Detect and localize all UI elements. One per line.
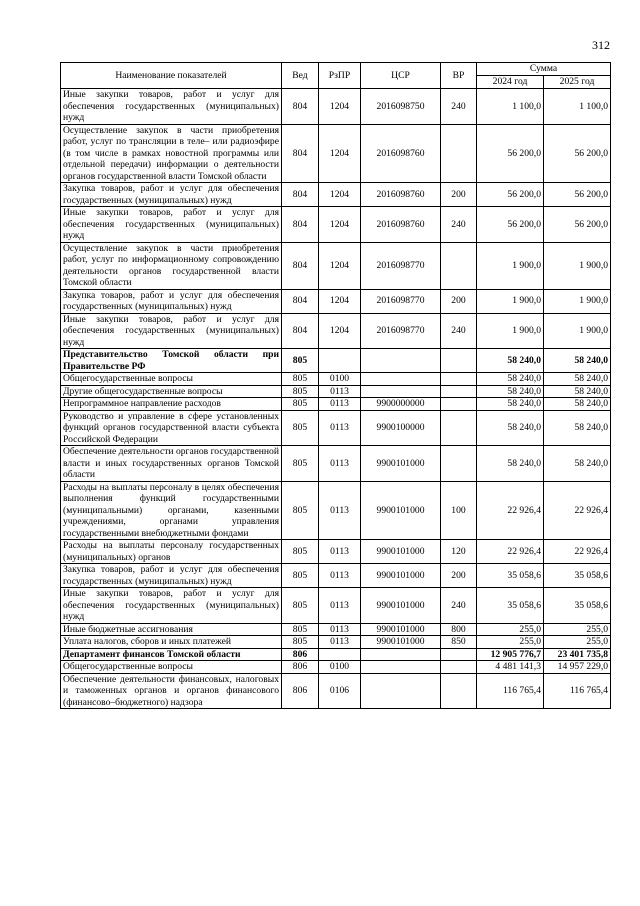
row-rzpr: 1204 xyxy=(319,289,361,313)
header-csr: ЦСР xyxy=(361,63,441,89)
row-vr xyxy=(441,373,477,386)
row-csr: 2016098770 xyxy=(361,313,441,349)
row-sum-2024: 58 240,0 xyxy=(477,385,544,398)
row-sum-2025: 35 058,6 xyxy=(544,588,611,624)
table-row xyxy=(61,636,611,649)
row-ved: 804 xyxy=(282,89,319,125)
row-name: Иные закупки товаров, работ и услуг для обеспечения государственных (муниципальных) нужд xyxy=(61,588,282,624)
table-row xyxy=(61,183,611,207)
table-row xyxy=(61,648,611,661)
row-csr: 9900101000 xyxy=(361,564,441,588)
row-sum-2024: 255,0 xyxy=(477,636,544,649)
row-ved: 805 xyxy=(282,564,319,588)
row-csr: 9900101000 xyxy=(361,636,441,649)
row-rzpr: 1204 xyxy=(319,242,361,289)
row-vr: 240 xyxy=(441,313,477,349)
table-row xyxy=(61,588,611,624)
row-sum-2024: 35 058,6 xyxy=(477,588,544,624)
row-csr: 9900000000 xyxy=(361,398,441,411)
table-row xyxy=(61,124,611,183)
row-csr: 9900101000 xyxy=(361,540,441,564)
table-row xyxy=(61,289,611,313)
row-name: Общегосударственные вопросы xyxy=(61,373,282,386)
row-name: Общегосударственные вопросы xyxy=(61,661,282,674)
row-sum-2025: 1 900,0 xyxy=(544,313,611,349)
table-row xyxy=(61,410,611,446)
table-row xyxy=(61,313,611,349)
row-vr xyxy=(441,398,477,411)
row-sum-2025: 22 926,4 xyxy=(544,540,611,564)
table-row xyxy=(61,373,611,386)
table-row xyxy=(61,446,611,482)
row-ved: 804 xyxy=(282,313,319,349)
row-rzpr: 0113 xyxy=(319,481,361,540)
row-ved: 804 xyxy=(282,183,319,207)
row-sum-2025: 116 765,4 xyxy=(544,673,611,709)
table-row xyxy=(61,623,611,636)
row-name: Иные закупки товаров, работ и услуг для обеспечения государственных (муниципальных) нужд xyxy=(61,207,282,243)
row-sum-2025: 1 100,0 xyxy=(544,89,611,125)
row-ved: 805 xyxy=(282,446,319,482)
row-sum-2025: 58 240,0 xyxy=(544,349,611,373)
row-sum-2024: 56 200,0 xyxy=(477,207,544,243)
row-sum-2024: 35 058,6 xyxy=(477,564,544,588)
row-rzpr: 0113 xyxy=(319,446,361,482)
row-name: Обеспечение деятельности финансовых, налоговых и таможенных органов и органов финансового (финансово–бюджетного) надзора xyxy=(61,673,282,709)
row-rzpr xyxy=(319,648,361,661)
row-vr: 240 xyxy=(441,89,477,125)
row-sum-2024: 58 240,0 xyxy=(477,410,544,446)
budget-table xyxy=(60,62,611,709)
table-row xyxy=(61,207,611,243)
row-csr xyxy=(361,648,441,661)
table-row xyxy=(61,673,611,709)
row-ved: 806 xyxy=(282,673,319,709)
row-rzpr: 0113 xyxy=(319,623,361,636)
row-name: Осуществление закупок в части приобретения работ, услуг по трансляции в теле– или радиоэфире (в том числе в рамках новостной программы или отдельной передачи) информации о деятельности органов государственной власти Томской области xyxy=(61,124,282,183)
row-vr xyxy=(441,410,477,446)
row-sum-2024: 1 900,0 xyxy=(477,242,544,289)
row-rzpr: 0113 xyxy=(319,385,361,398)
row-name: Руководство и управление в сфере установленных функций органов государственной власти субъекта Российской Федерации xyxy=(61,410,282,446)
row-vr: 100 xyxy=(441,481,477,540)
row-name: Представительство Томской области при Правительстве РФ xyxy=(61,349,282,373)
row-vr xyxy=(441,349,477,373)
row-ved: 805 xyxy=(282,373,319,386)
row-ved: 805 xyxy=(282,398,319,411)
row-sum-2025: 1 900,0 xyxy=(544,289,611,313)
row-csr xyxy=(361,661,441,674)
row-rzpr: 0100 xyxy=(319,373,361,386)
table-row xyxy=(61,540,611,564)
table-row xyxy=(61,661,611,674)
row-sum-2024: 4 481 141,3 xyxy=(477,661,544,674)
row-csr: 2016098760 xyxy=(361,183,441,207)
row-csr: 9900101000 xyxy=(361,623,441,636)
row-sum-2025: 1 900,0 xyxy=(544,242,611,289)
row-vr xyxy=(441,661,477,674)
row-ved: 805 xyxy=(282,636,319,649)
row-sum-2025: 56 200,0 xyxy=(544,183,611,207)
row-sum-2024: 1 100,0 xyxy=(477,89,544,125)
row-vr: 800 xyxy=(441,623,477,636)
row-sum-2025: 58 240,0 xyxy=(544,446,611,482)
row-sum-2025: 22 926,4 xyxy=(544,481,611,540)
row-name: Уплата налогов, сборов и иных платежей xyxy=(61,636,282,649)
table-row xyxy=(61,564,611,588)
row-rzpr: 0113 xyxy=(319,564,361,588)
row-sum-2025: 56 200,0 xyxy=(544,124,611,183)
header-year-2024: 2024 год xyxy=(477,76,544,89)
row-name: Обеспечение деятельности органов государственной власти и иных государственных органов Томской области xyxy=(61,446,282,482)
row-vr: 850 xyxy=(441,636,477,649)
row-csr: 2016098760 xyxy=(361,207,441,243)
row-csr xyxy=(361,373,441,386)
row-sum-2024: 56 200,0 xyxy=(477,124,544,183)
row-ved: 805 xyxy=(282,385,319,398)
row-rzpr: 1204 xyxy=(319,313,361,349)
header-ved: Вед xyxy=(282,63,319,89)
row-vr: 200 xyxy=(441,183,477,207)
row-csr: 9900101000 xyxy=(361,481,441,540)
row-rzpr: 0113 xyxy=(319,410,361,446)
row-vr xyxy=(441,124,477,183)
header-rzpr: РзПР xyxy=(319,63,361,89)
row-rzpr: 1204 xyxy=(319,183,361,207)
row-csr: 9900100000 xyxy=(361,410,441,446)
row-csr xyxy=(361,385,441,398)
row-rzpr: 1204 xyxy=(319,89,361,125)
row-ved: 805 xyxy=(282,349,319,373)
table-row xyxy=(61,385,611,398)
row-sum-2025: 58 240,0 xyxy=(544,398,611,411)
row-sum-2025: 58 240,0 xyxy=(544,385,611,398)
table-row xyxy=(61,481,611,540)
row-ved: 805 xyxy=(282,410,319,446)
row-vr: 200 xyxy=(441,289,477,313)
table-row xyxy=(61,349,611,373)
table-row xyxy=(61,398,611,411)
row-csr: 9900101000 xyxy=(361,446,441,482)
row-sum-2024: 12 905 776,7 xyxy=(477,648,544,661)
row-ved: 805 xyxy=(282,540,319,564)
row-sum-2025: 35 058,6 xyxy=(544,564,611,588)
row-vr xyxy=(441,673,477,709)
row-sum-2024: 1 900,0 xyxy=(477,289,544,313)
row-csr xyxy=(361,349,441,373)
table-row xyxy=(61,242,611,289)
row-csr: 2016098770 xyxy=(361,289,441,313)
row-rzpr: 0113 xyxy=(319,588,361,624)
row-name: Иные бюджетные ассигнования xyxy=(61,623,282,636)
row-ved: 804 xyxy=(282,289,319,313)
row-name: Закупка товаров, работ и услуг для обеспечения государственных (муниципальных) нужд xyxy=(61,564,282,588)
row-vr xyxy=(441,242,477,289)
row-ved: 805 xyxy=(282,481,319,540)
row-csr xyxy=(361,673,441,709)
row-rzpr: 0100 xyxy=(319,661,361,674)
row-vr: 240 xyxy=(441,207,477,243)
row-sum-2024: 22 926,4 xyxy=(477,540,544,564)
row-ved: 806 xyxy=(282,661,319,674)
row-rzpr: 0113 xyxy=(319,636,361,649)
header-row xyxy=(61,63,611,76)
table-row xyxy=(61,89,611,125)
row-name: Закупка товаров, работ и услуг для обеспечения государственных (муниципальных) нужд xyxy=(61,289,282,313)
row-sum-2024: 58 240,0 xyxy=(477,398,544,411)
row-name: Иные закупки товаров, работ и услуг для обеспечения государственных (муниципальных) нужд xyxy=(61,313,282,349)
row-sum-2024: 1 900,0 xyxy=(477,313,544,349)
table-body xyxy=(61,89,611,709)
row-name: Расходы на выплаты персоналу в целях обеспечения выполнения функций государственными (муниципальными) органами, казенными учреждениями, органами управления государственными внебюджетными фондами xyxy=(61,481,282,540)
row-sum-2024: 56 200,0 xyxy=(477,183,544,207)
row-csr: 2016098750 xyxy=(361,89,441,125)
row-sum-2025: 56 200,0 xyxy=(544,207,611,243)
row-ved: 804 xyxy=(282,207,319,243)
header-sum: Сумма xyxy=(477,63,611,76)
row-sum-2025: 58 240,0 xyxy=(544,373,611,386)
row-ved: 804 xyxy=(282,124,319,183)
header-year-2025: 2025 год xyxy=(544,76,611,89)
row-sum-2024: 58 240,0 xyxy=(477,446,544,482)
header-name: Наименование показателей xyxy=(61,63,282,89)
row-sum-2025: 255,0 xyxy=(544,623,611,636)
row-ved: 804 xyxy=(282,242,319,289)
page-number: 312 xyxy=(592,38,610,52)
row-sum-2024: 58 240,0 xyxy=(477,349,544,373)
row-rzpr: 0113 xyxy=(319,398,361,411)
row-name: Осуществление закупок в части приобретения работ, услуг по информационному сопровождению деятельности органов государственной власти Томской области xyxy=(61,242,282,289)
row-vr: 200 xyxy=(441,564,477,588)
row-sum-2024: 255,0 xyxy=(477,623,544,636)
row-vr: 240 xyxy=(441,588,477,624)
row-csr: 2016098760 xyxy=(361,124,441,183)
row-vr xyxy=(441,446,477,482)
row-csr: 9900101000 xyxy=(361,588,441,624)
row-csr: 2016098770 xyxy=(361,242,441,289)
row-sum-2024: 116 765,4 xyxy=(477,673,544,709)
row-name: Департамент финансов Томской области xyxy=(61,648,282,661)
row-ved: 806 xyxy=(282,648,319,661)
row-name: Иные закупки товаров, работ и услуг для обеспечения государственных (муниципальных) нужд xyxy=(61,89,282,125)
row-rzpr: 1204 xyxy=(319,207,361,243)
row-sum-2025: 23 401 735,8 xyxy=(544,648,611,661)
row-name: Непрограммное направление расходов xyxy=(61,398,282,411)
row-sum-2024: 58 240,0 xyxy=(477,373,544,386)
row-vr: 120 xyxy=(441,540,477,564)
header-vr: ВР xyxy=(441,63,477,89)
row-vr xyxy=(441,648,477,661)
row-ved: 805 xyxy=(282,588,319,624)
row-rzpr: 1204 xyxy=(319,124,361,183)
row-sum-2024: 22 926,4 xyxy=(477,481,544,540)
row-rzpr xyxy=(319,349,361,373)
row-name: Закупка товаров, работ и услуг для обеспечения государственных (муниципальных) нужд xyxy=(61,183,282,207)
row-sum-2025: 255,0 xyxy=(544,636,611,649)
row-vr xyxy=(441,385,477,398)
row-rzpr: 0113 xyxy=(319,540,361,564)
row-name: Другие общегосударственные вопросы xyxy=(61,385,282,398)
row-ved: 805 xyxy=(282,623,319,636)
row-sum-2025: 58 240,0 xyxy=(544,410,611,446)
row-sum-2025: 14 957 229,0 xyxy=(544,661,611,674)
row-rzpr: 0106 xyxy=(319,673,361,709)
row-name: Расходы на выплаты персоналу государственных (муниципальных) органов xyxy=(61,540,282,564)
